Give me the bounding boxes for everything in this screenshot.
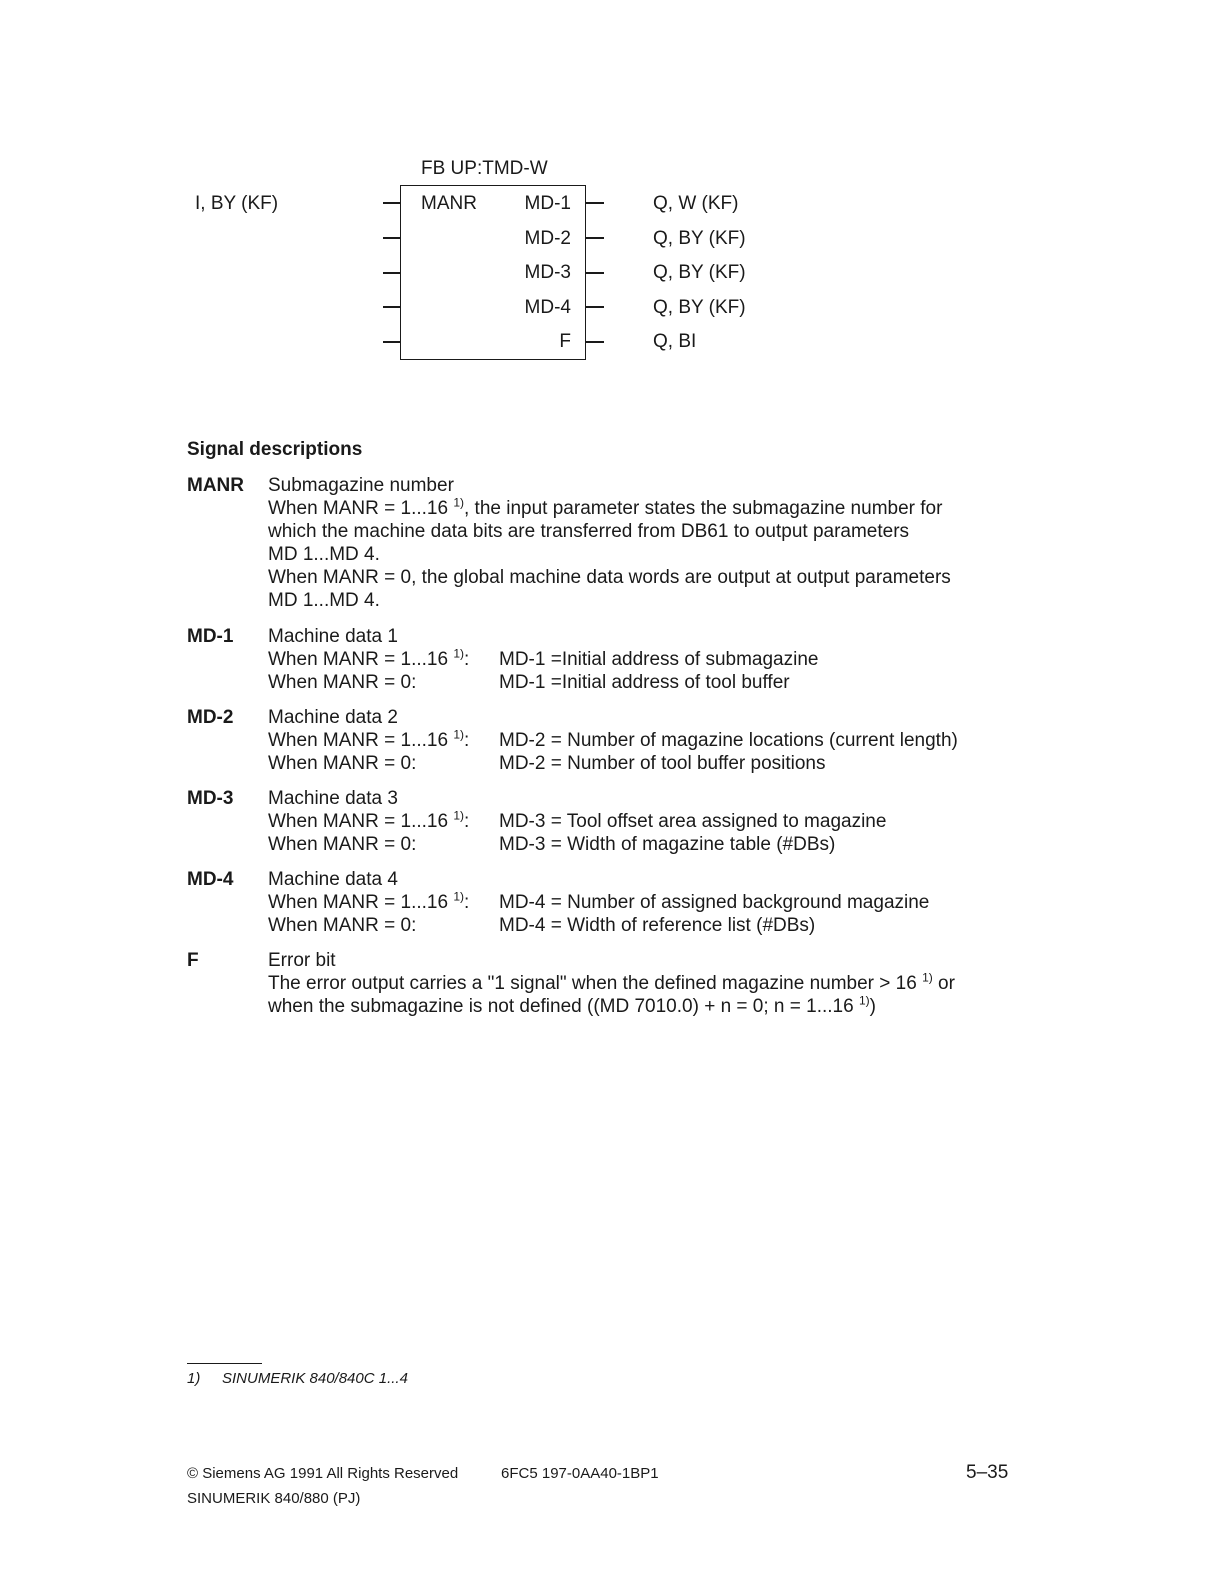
footnote-ref: 1) (453, 889, 464, 904)
condition-row (268, 833, 1007, 856)
condition (268, 810, 499, 833)
condition-row (268, 891, 1007, 914)
output-pin-f (586, 341, 604, 343)
footer-copyright: © Siemens AG 1991 All Rights Reserved (187, 1465, 459, 1482)
footnote-text: SINUMERIK 840/840C 1...4 (222, 1370, 408, 1387)
input-signal-type: I, BY (KF) (195, 193, 279, 214)
text-span: ) (869, 996, 876, 1017)
signal-description (268, 868, 1007, 937)
condition-row (268, 648, 1007, 671)
footnote-ref: 1) (922, 970, 933, 985)
text-span: When MANR = 1...16 (268, 730, 454, 751)
text-span: : (464, 649, 470, 670)
output-pin-md4 (586, 306, 604, 308)
input-pin-1 (383, 202, 401, 204)
output-pin-md3 (586, 272, 604, 274)
condition-row (268, 914, 1007, 937)
output-name: MD-3 (524, 262, 571, 283)
text-span: When MANR = 1...16 (268, 811, 454, 832)
footnote-ref: 1) (453, 808, 464, 823)
signal-entry-md2 (187, 706, 1007, 775)
signal-term: MD-2 (187, 707, 234, 728)
text-span: or (932, 973, 955, 994)
output-signal-type: Q, W (KF) (653, 193, 739, 214)
signal-description (268, 706, 1007, 775)
description-line: When MANR = 0, the global machine data words are output at output parameters (268, 567, 951, 588)
description-line (268, 497, 1007, 520)
text-span: : (464, 892, 470, 913)
input-pin-4 (383, 306, 401, 308)
text-span: When MANR = 1...16 (268, 649, 454, 670)
input-pin-5 (383, 341, 401, 343)
condition-value: MD-4 = Width of reference list (#DBs) (499, 915, 816, 936)
signal-term: MD-1 (187, 626, 234, 647)
condition-value: MD-1 =Initial address of submagazine (499, 649, 819, 670)
description-line (268, 995, 1007, 1018)
signal-entry-md3 (187, 787, 1007, 856)
signal-entry-manr (187, 474, 1007, 612)
footnote-rule (187, 1363, 262, 1364)
output-pin-md1 (586, 202, 604, 204)
signal-description (268, 625, 1007, 694)
input-name-manr: MANR (421, 193, 477, 214)
output-signal-type: Q, BY (KF) (653, 297, 746, 318)
output-name: MD-1 (524, 193, 571, 214)
description-line: MD 1...MD 4. (268, 590, 380, 611)
text-span: : (464, 730, 470, 751)
condition: When MANR = 0: (268, 672, 417, 693)
footnote-ref: 1) (453, 727, 464, 742)
condition-row (268, 671, 1007, 694)
condition: When MANR = 0: (268, 915, 417, 936)
signal-term: F (187, 950, 199, 971)
signal-entry-f (187, 949, 1007, 1018)
condition-value: MD-3 = Tool offset area assigned to magazine (499, 811, 887, 832)
text-span: When MANR = 1...16 (268, 892, 454, 913)
condition-value: MD-3 = Width of magazine table (#DBs) (499, 834, 836, 855)
signal-term: MD-3 (187, 788, 234, 809)
output-signal-type: Q, BY (KF) (653, 262, 746, 283)
condition-row (268, 752, 1007, 775)
condition (268, 648, 499, 671)
condition-row (268, 729, 1007, 752)
signal-title: Machine data 3 (268, 788, 398, 809)
signal-title: Machine data 2 (268, 707, 398, 728)
block-title: FB UP:TMD-W (421, 158, 548, 179)
signal-entry-md4 (187, 868, 1007, 937)
output-pin-md2 (586, 237, 604, 239)
output-signal-type: Q, BY (KF) (653, 228, 746, 249)
input-pin-3 (383, 272, 401, 274)
input-pin-2 (383, 237, 401, 239)
text-span: : (464, 811, 470, 832)
condition-value: MD-1 =Initial address of tool buffer (499, 672, 790, 693)
signal-entry-md1 (187, 625, 1007, 694)
page-number: 5–35 (966, 1462, 1009, 1483)
signal-title: Machine data 4 (268, 869, 398, 890)
description-line: MD 1...MD 4. (268, 544, 380, 565)
condition (268, 891, 499, 914)
section-heading: Signal descriptions (187, 439, 363, 460)
text-span: when the submagazine is not defined ((MD 7010.0) + n = 0; n = 1...16 (268, 996, 859, 1017)
footnote-number: 1) (187, 1370, 201, 1387)
signal-title: Error bit (268, 950, 336, 971)
footer-product: SINUMERIK 840/880 (PJ) (187, 1490, 361, 1507)
condition: When MANR = 0: (268, 834, 417, 855)
output-name: F (559, 331, 571, 352)
condition: When MANR = 0: (268, 753, 417, 774)
footer-order-number: 6FC5 197-0AA40-1BP1 (501, 1465, 659, 1482)
condition-value: MD-4 = Number of assigned background magazine (499, 892, 930, 913)
description-line (268, 972, 1007, 995)
signal-description (268, 474, 1007, 612)
output-name: MD-2 (524, 228, 571, 249)
condition-row (268, 810, 1007, 833)
footnote-ref: 1) (453, 646, 464, 661)
signal-term: MD-4 (187, 869, 234, 890)
signal-description (268, 787, 1007, 856)
signal-term: MANR (187, 475, 244, 496)
signal-title: Machine data 1 (268, 626, 398, 647)
signal-title: Submagazine number (268, 475, 454, 496)
text-span: When MANR = 1...16 (268, 498, 454, 519)
output-signal-type: Q, BI (653, 331, 697, 352)
description-line: which the machine data bits are transferred from DB61 to output parameters (268, 521, 910, 542)
footnote-ref: 1) (858, 993, 870, 1008)
signal-description (268, 949, 1007, 1018)
condition-value: MD-2 = Number of magazine locations (current length) (499, 730, 958, 751)
output-name: MD-4 (524, 297, 571, 318)
text-span: , the input parameter states the submagazine number for (464, 498, 943, 519)
footnote-ref: 1) (453, 495, 464, 510)
condition (268, 729, 499, 752)
condition-value: MD-2 = Number of tool buffer positions (499, 753, 826, 774)
text-span: The error output carries a "1 signal" when the defined magazine number > 16 (268, 973, 923, 994)
